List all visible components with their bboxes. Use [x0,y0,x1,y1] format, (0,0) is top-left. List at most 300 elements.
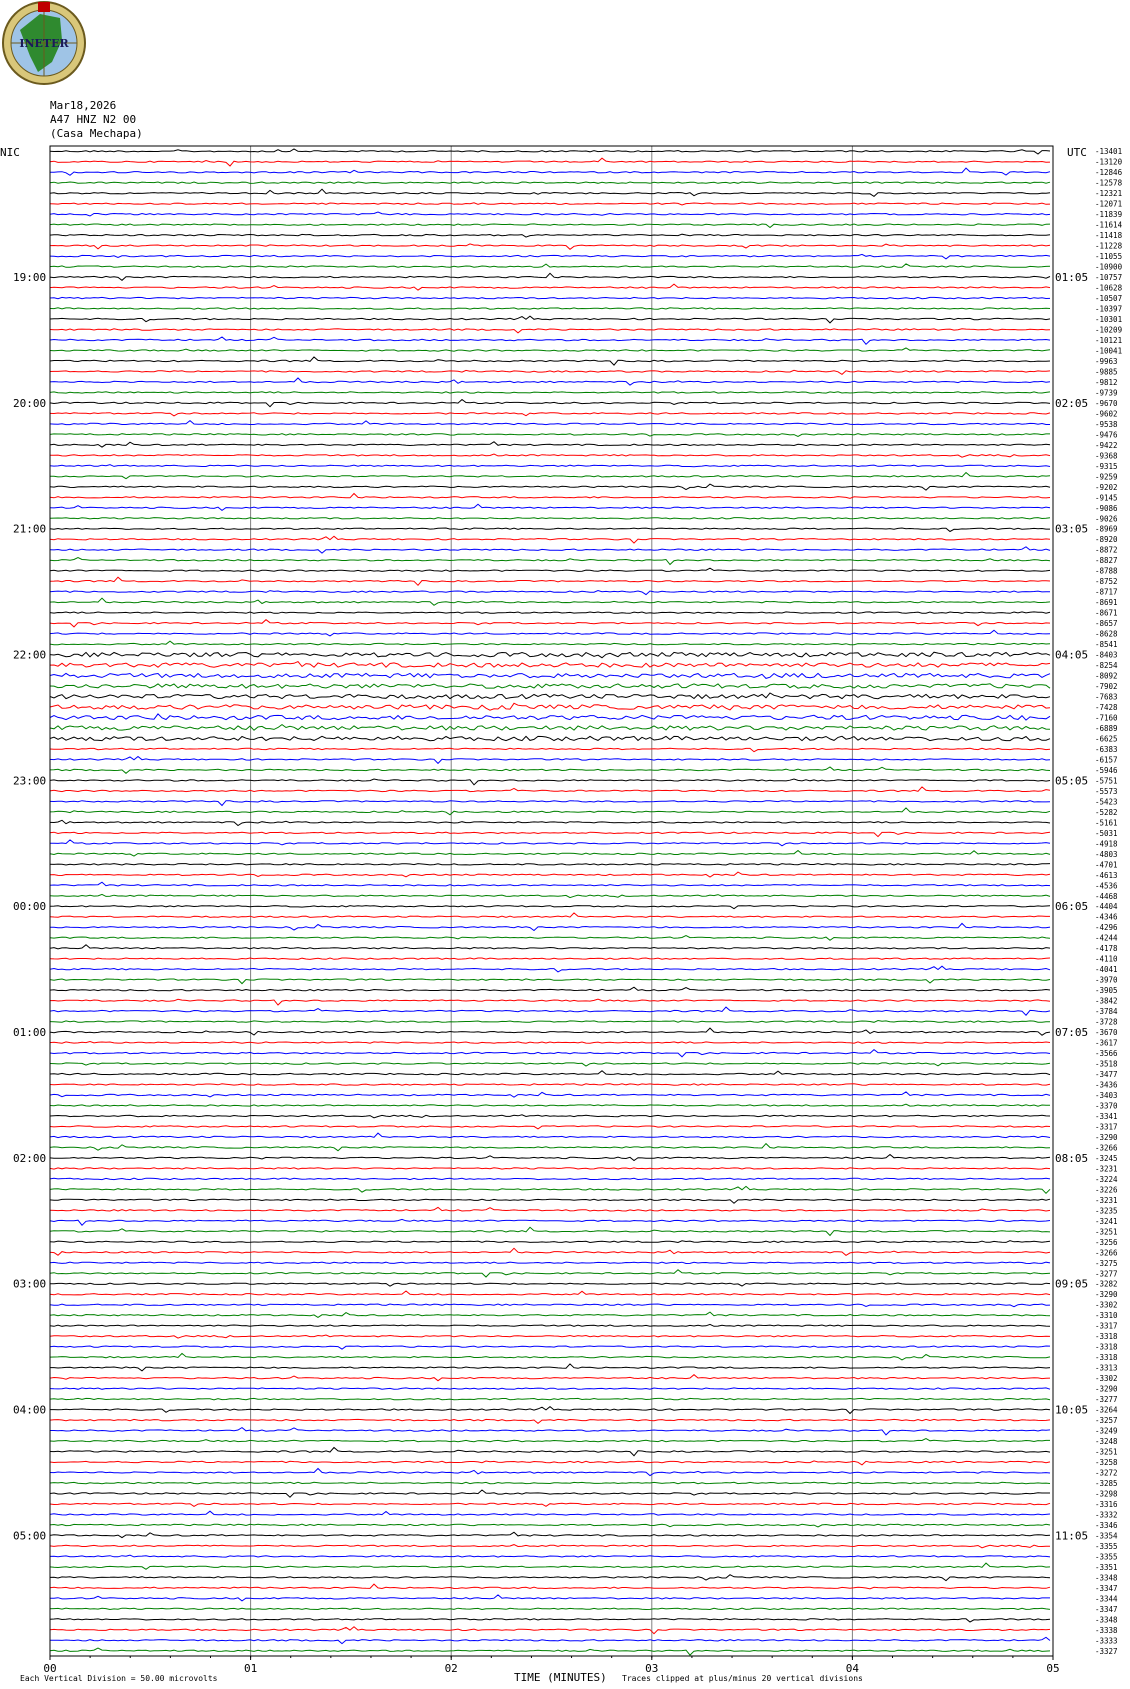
trace-63 [50,801,1050,806]
trace-40 [50,558,1050,565]
trace-59 [50,757,1050,764]
scale-note: Each Vertical Division = 50.00 microvolts [20,1674,218,1683]
trace-offset-141: -3348 [1095,1615,1118,1625]
trace-offset-59: -6157 [1095,755,1118,765]
trace-133 [50,1532,1050,1537]
trace-103 [50,1219,1050,1225]
trace-offset-140: -3347 [1095,1604,1118,1614]
trace-offset-96: -3266 [1095,1143,1118,1153]
trace-53 [50,693,1050,699]
x-tick-label: 04 [845,1662,860,1675]
trace-13 [50,273,1050,280]
trace-offset-60: -5946 [1095,765,1118,775]
trace-8 [50,224,1050,228]
header-station: A47 HNZ N2 00 [50,113,137,126]
trace-139 [50,1595,1050,1601]
trace-131 [50,1511,1050,1515]
x-tick-label: 02 [444,1662,458,1675]
trace-offset-27: -9538 [1095,419,1118,429]
trace-79 [50,966,1050,972]
trace-20 [50,348,1050,351]
right-hour-label: 11:05 [1055,1529,1089,1543]
trace-114 [50,1335,1050,1338]
trace-62 [50,787,1050,792]
trace-65 [50,820,1050,825]
trace-127 [50,1469,1050,1476]
trace-offset-110: -3290 [1095,1290,1118,1300]
trace-offset-104: -3251 [1095,1227,1118,1237]
trace-67 [50,840,1050,846]
x-tick-label: 00 [43,1662,57,1675]
trace-offset-112: -3310 [1095,1311,1118,1321]
trace-108 [50,1270,1050,1277]
trace-offset-128: -3285 [1095,1479,1118,1488]
trace-88 [50,1063,1050,1066]
trace-offset-61: -5751 [1095,776,1118,786]
trace-106 [50,1248,1050,1255]
trace-104 [50,1227,1050,1235]
trace-21 [50,357,1050,365]
trace-offset-122: -3257 [1095,1416,1118,1426]
trace-offset-73: -4404 [1095,902,1118,912]
trace-offset-132: -3346 [1095,1520,1118,1530]
trace-offset-53: -7683 [1095,692,1118,702]
trace-offset-70: -4613 [1095,870,1118,880]
trace-offset-40: -8827 [1095,556,1118,566]
trace-offset-17: -10301 [1095,315,1123,324]
trace-offset-71: -4536 [1095,881,1118,891]
trace-138 [50,1584,1050,1589]
trace-95 [50,1133,1050,1138]
trace-48 [50,641,1050,645]
trace-61 [50,779,1050,785]
trace-offset-7: -11839 [1095,210,1123,220]
trace-offset-67: -4918 [1095,839,1118,849]
trace-14 [50,284,1050,290]
trace-66 [50,832,1050,837]
trace-offset-15: -10507 [1095,294,1123,303]
trace-10 [50,244,1050,249]
trace-57 [50,736,1050,740]
trace-offset-143: -3333 [1095,1636,1118,1646]
trace-offset-65: -5161 [1095,818,1118,828]
trace-3 [50,168,1050,175]
trace-91 [50,1092,1050,1097]
trace-offset-57: -6625 [1095,734,1118,744]
trace-offset-20: -10041 [1095,346,1123,356]
trace-75 [50,923,1050,930]
trace-73 [50,906,1050,909]
trace-90 [50,1084,1050,1085]
trace-offset-103: -3241 [1095,1216,1118,1226]
trace-offset-88: -3518 [1095,1059,1118,1069]
trace-121 [50,1407,1050,1414]
trace-32 [50,473,1050,479]
trace-119 [50,1388,1050,1389]
trace-offset-107: -3275 [1095,1258,1118,1268]
trace-143 [50,1637,1050,1643]
trace-offset-37: -8969 [1095,524,1118,534]
trace-offset-127: -3272 [1095,1468,1118,1478]
trace-offset-75: -4296 [1095,923,1118,933]
right-hour-label: 03:05 [1055,522,1089,536]
trace-offset-26: -9602 [1095,409,1118,419]
x-tick-label: 05 [1046,1662,1060,1675]
trace-offset-93: -3341 [1095,1112,1118,1121]
left-hour-label: 21:00 [13,522,47,536]
trace-offset-94: -3317 [1095,1122,1118,1132]
trace-offset-90: -3436 [1095,1080,1118,1090]
x-tick-label: 03 [645,1662,659,1675]
trace-offset-64: -5282 [1095,807,1118,817]
trace-offset-62: -5573 [1095,786,1118,796]
trace-offset-50: -8254 [1095,661,1118,671]
trace-offset-89: -3477 [1095,1070,1118,1079]
trace-offset-137: -3348 [1095,1573,1118,1583]
trace-offset-36: -9026 [1095,514,1118,524]
trace-offset-1: -13401 [1095,147,1123,157]
trace-offset-47: -8628 [1095,629,1118,639]
trace-25 [50,400,1050,407]
trace-offset-31: -9315 [1095,461,1118,471]
trace-offset-109: -3282 [1095,1279,1118,1289]
trace-offset-5: -12321 [1095,189,1123,199]
trace-offset-2: -13120 [1095,157,1123,167]
trace-93 [50,1115,1050,1118]
trace-36 [50,518,1050,519]
trace-22 [50,370,1050,374]
trace-7 [50,212,1050,216]
trace-54 [50,703,1050,710]
trace-72 [50,894,1050,897]
trace-12 [50,264,1050,267]
trace-102 [50,1207,1050,1211]
trace-offset-81: -3905 [1095,986,1118,996]
trace-9 [50,234,1050,237]
trace-39 [50,547,1050,553]
trace-113 [50,1324,1050,1326]
trace-offset-117: -3313 [1095,1363,1118,1373]
trace-offset-87: -3566 [1095,1049,1118,1058]
trace-99 [50,1178,1050,1179]
trace-offset-24: -9739 [1095,388,1118,398]
trace-124 [50,1439,1050,1442]
trace-28 [50,434,1050,437]
trace-offset-16: -10397 [1095,304,1123,314]
trace-offset-77: -4178 [1095,944,1118,954]
trace-offset-135: -3355 [1095,1552,1118,1562]
right-hour-label: 10:05 [1055,1403,1089,1417]
left-hour-label: 02:00 [13,1151,47,1165]
trace-109 [50,1283,1050,1286]
right-timezone-label: UTC [1067,146,1087,159]
trace-111 [50,1304,1050,1307]
trace-offset-18: -10209 [1095,325,1123,335]
trace-84 [50,1021,1050,1023]
trace-offset-142: -3338 [1095,1625,1118,1635]
trace-83 [50,1007,1050,1015]
trace-44 [50,598,1050,605]
trace-offset-101: -3231 [1095,1195,1118,1205]
trace-132 [50,1524,1050,1527]
seismic-traces [50,149,1050,1655]
trace-6 [50,203,1050,205]
trace-offset-41: -8788 [1095,566,1118,576]
trace-126 [50,1461,1050,1465]
trace-130 [50,1503,1050,1506]
trace-98 [50,1168,1050,1169]
trace-31 [50,465,1050,467]
trace-56 [50,725,1050,731]
trace-offset-45: -8671 [1095,608,1118,618]
trace-offset-9: -11418 [1095,231,1123,241]
trace-82 [50,999,1050,1005]
trace-offset-10: -11228 [1095,241,1123,251]
trace-offset-130: -3316 [1095,1500,1118,1509]
trace-49 [50,652,1050,658]
trace-offset-11: -11055 [1095,252,1123,262]
trace-116 [50,1353,1050,1360]
right-hour-label: 05:05 [1055,774,1089,788]
trace-115 [50,1346,1050,1349]
trace-offset-136: -3351 [1095,1562,1118,1572]
trace-offset-13: -10757 [1095,273,1123,283]
trace-offset-102: -3235 [1095,1206,1118,1216]
trace-35 [50,504,1050,510]
trace-136 [50,1563,1050,1569]
trace-offset-78: -4110 [1095,954,1118,964]
trace-144 [50,1648,1050,1655]
trace-offset-56: -6889 [1095,724,1118,733]
left-hour-label: 03:00 [13,1277,47,1291]
trace-101 [50,1199,1050,1203]
trace-offset-38: -8920 [1095,535,1118,545]
trace-offset-49: -8403 [1095,650,1118,660]
trace-107 [50,1262,1050,1263]
trace-37 [50,528,1050,532]
trace-offset-95: -3290 [1095,1132,1118,1142]
trace-89 [50,1071,1050,1075]
trace-23 [50,378,1050,385]
trace-70 [50,872,1050,877]
trace-offset-76: -4244 [1095,933,1118,943]
trace-16 [50,308,1050,309]
trace-offset-44: -8691 [1095,598,1118,608]
trace-offset-58: -6383 [1095,745,1118,754]
trace-offset-133: -3354 [1095,1531,1118,1541]
trace-offset-74: -4346 [1095,912,1118,922]
trace-offset-131: -3332 [1095,1510,1118,1520]
left-hour-label: 19:00 [13,271,47,285]
trace-offset-19: -10121 [1095,336,1123,345]
trace-offset-125: -3251 [1095,1447,1118,1457]
trace-17 [50,316,1050,323]
trace-offset-23: -9812 [1095,377,1118,387]
trace-offset-100: -3226 [1095,1185,1118,1195]
trace-offset-66: -5031 [1095,828,1118,838]
trace-33 [50,484,1050,490]
trace-64 [50,808,1050,815]
right-hour-label: 06:05 [1055,900,1089,914]
trace-85 [50,1028,1050,1035]
trace-87 [50,1050,1050,1057]
trace-26 [50,413,1050,416]
trace-68 [50,851,1050,857]
trace-offset-55: -7160 [1095,713,1118,723]
trace-offset-4: -12578 [1095,178,1123,188]
trace-2 [50,158,1050,166]
trace-offset-32: -9259 [1095,472,1118,482]
trace-offset-86: -3617 [1095,1038,1118,1048]
trace-offset-72: -4468 [1095,891,1118,901]
trace-97 [50,1155,1050,1161]
left-hour-label: 00:00 [13,900,47,914]
trace-offset-30: -9368 [1095,451,1118,461]
trace-offset-39: -8872 [1095,545,1118,555]
trace-81 [50,987,1050,991]
trace-offset-34: -9145 [1095,493,1118,503]
trace-42 [50,577,1050,585]
trace-offset-114: -3318 [1095,1332,1118,1342]
trace-118 [50,1375,1050,1381]
header-location: (Casa Mechapa) [50,127,143,140]
trace-offset-124: -3248 [1095,1437,1118,1446]
trace-15 [50,297,1050,298]
trace-offset-99: -3224 [1095,1174,1118,1184]
trace-38 [50,536,1050,543]
trace-58 [50,748,1050,751]
trace-offset-97: -3245 [1095,1153,1118,1163]
trace-74 [50,913,1050,918]
trace-offset-144: -3327 [1095,1646,1118,1656]
x-axis-title: TIME (MINUTES) [514,1671,607,1684]
trace-offset-121: -3264 [1095,1405,1118,1415]
trace-offset-98: -3231 [1095,1164,1118,1174]
right-hour-label: 08:05 [1055,1151,1089,1165]
trace-18 [50,329,1050,333]
trace-51 [50,673,1050,678]
trace-4 [50,182,1050,183]
trace-96 [50,1144,1050,1151]
trace-offset-79: -4041 [1095,965,1118,975]
trace-92 [50,1104,1050,1106]
trace-94 [50,1126,1050,1129]
trace-offset-3: -12846 [1095,168,1123,178]
trace-offset-43: -8717 [1095,587,1118,597]
trace-86 [50,1042,1050,1044]
trace-77 [50,945,1050,949]
trace-29 [50,442,1050,447]
trace-78 [50,958,1050,959]
trace-55 [50,714,1050,720]
trace-offset-106: -3266 [1095,1248,1118,1258]
trace-128 [50,1482,1050,1483]
trace-110 [50,1291,1050,1295]
trace-offset-118: -3302 [1095,1374,1118,1384]
trace-52 [50,684,1050,688]
trace-46 [50,620,1050,627]
trace-offset-12: -10900 [1095,262,1123,272]
trace-offset-83: -3784 [1095,1007,1118,1017]
trace-80 [50,979,1050,984]
trace-122 [50,1419,1050,1423]
trace-27 [50,421,1050,425]
right-hour-label: 07:05 [1055,1026,1089,1040]
clip-note: Traces clipped at plus/minus 20 vertical divisions [622,1674,863,1683]
minute-gridlines [251,146,853,1656]
trace-45 [50,612,1050,614]
trace-125 [50,1448,1050,1456]
trace-43 [50,591,1050,595]
trace-129 [50,1490,1050,1497]
right-hour-label: 04:05 [1055,648,1089,662]
trace-offset-46: -8657 [1095,619,1118,629]
trace-offset-84: -3728 [1095,1017,1118,1027]
trace-34 [50,494,1050,499]
trace-offset-129: -3298 [1095,1489,1118,1499]
left-hour-label: 01:00 [13,1026,47,1040]
left-hour-label: 22:00 [13,648,47,662]
plot-frame [50,146,1053,1656]
logo-text: INETER [19,37,69,50]
trace-offset-105: -3256 [1095,1237,1118,1247]
trace-24 [50,392,1050,393]
trace-50 [50,662,1050,668]
header-date: Mar18,2026 [50,99,117,112]
trace-140 [50,1608,1050,1609]
left-hour-label: 04:00 [13,1403,47,1417]
trace-offset-134: -3355 [1095,1541,1118,1551]
trace-offset-6: -12071 [1095,199,1123,209]
trace-100 [50,1186,1050,1193]
trace-137 [50,1575,1050,1581]
trace-offset-123: -3249 [1095,1426,1118,1436]
trace-offset-113: -3317 [1095,1321,1118,1331]
axis-labels [13,147,1123,1675]
trace-offset-69: -4701 [1095,860,1118,870]
trace-11 [50,254,1050,259]
trace-71 [50,882,1050,886]
trace-141 [50,1619,1050,1622]
x-tick-label: 01 [243,1662,258,1675]
trace-105 [50,1241,1050,1243]
trace-19 [50,337,1050,344]
trace-offset-25: -9670 [1095,398,1118,408]
trace-offset-126: -3258 [1095,1458,1118,1467]
trace-offset-14: -10628 [1095,283,1123,293]
trace-76 [50,936,1050,941]
trace-offset-63: -5423 [1095,797,1118,807]
trace-47 [50,630,1050,636]
right-hour-label: 01:05 [1055,271,1089,285]
trace-offset-21: -9963 [1095,357,1118,366]
left-hour-label: 05:00 [13,1529,47,1543]
trace-60 [50,767,1050,773]
trace-offset-48: -8541 [1095,640,1118,650]
trace-142 [50,1627,1050,1634]
trace-offset-138: -3347 [1095,1583,1118,1593]
trace-offset-85: -3670 [1095,1028,1118,1038]
trace-30 [50,454,1050,457]
trace-offset-91: -3403 [1095,1091,1118,1100]
trace-69 [50,864,1050,865]
left-timezone-label: NIC [0,146,20,159]
trace-1 [50,149,1050,154]
trace-offset-115: -3318 [1095,1342,1118,1352]
trace-112 [50,1312,1050,1317]
left-hour-label: 20:00 [13,396,47,410]
right-hour-label: 02:05 [1055,396,1089,410]
